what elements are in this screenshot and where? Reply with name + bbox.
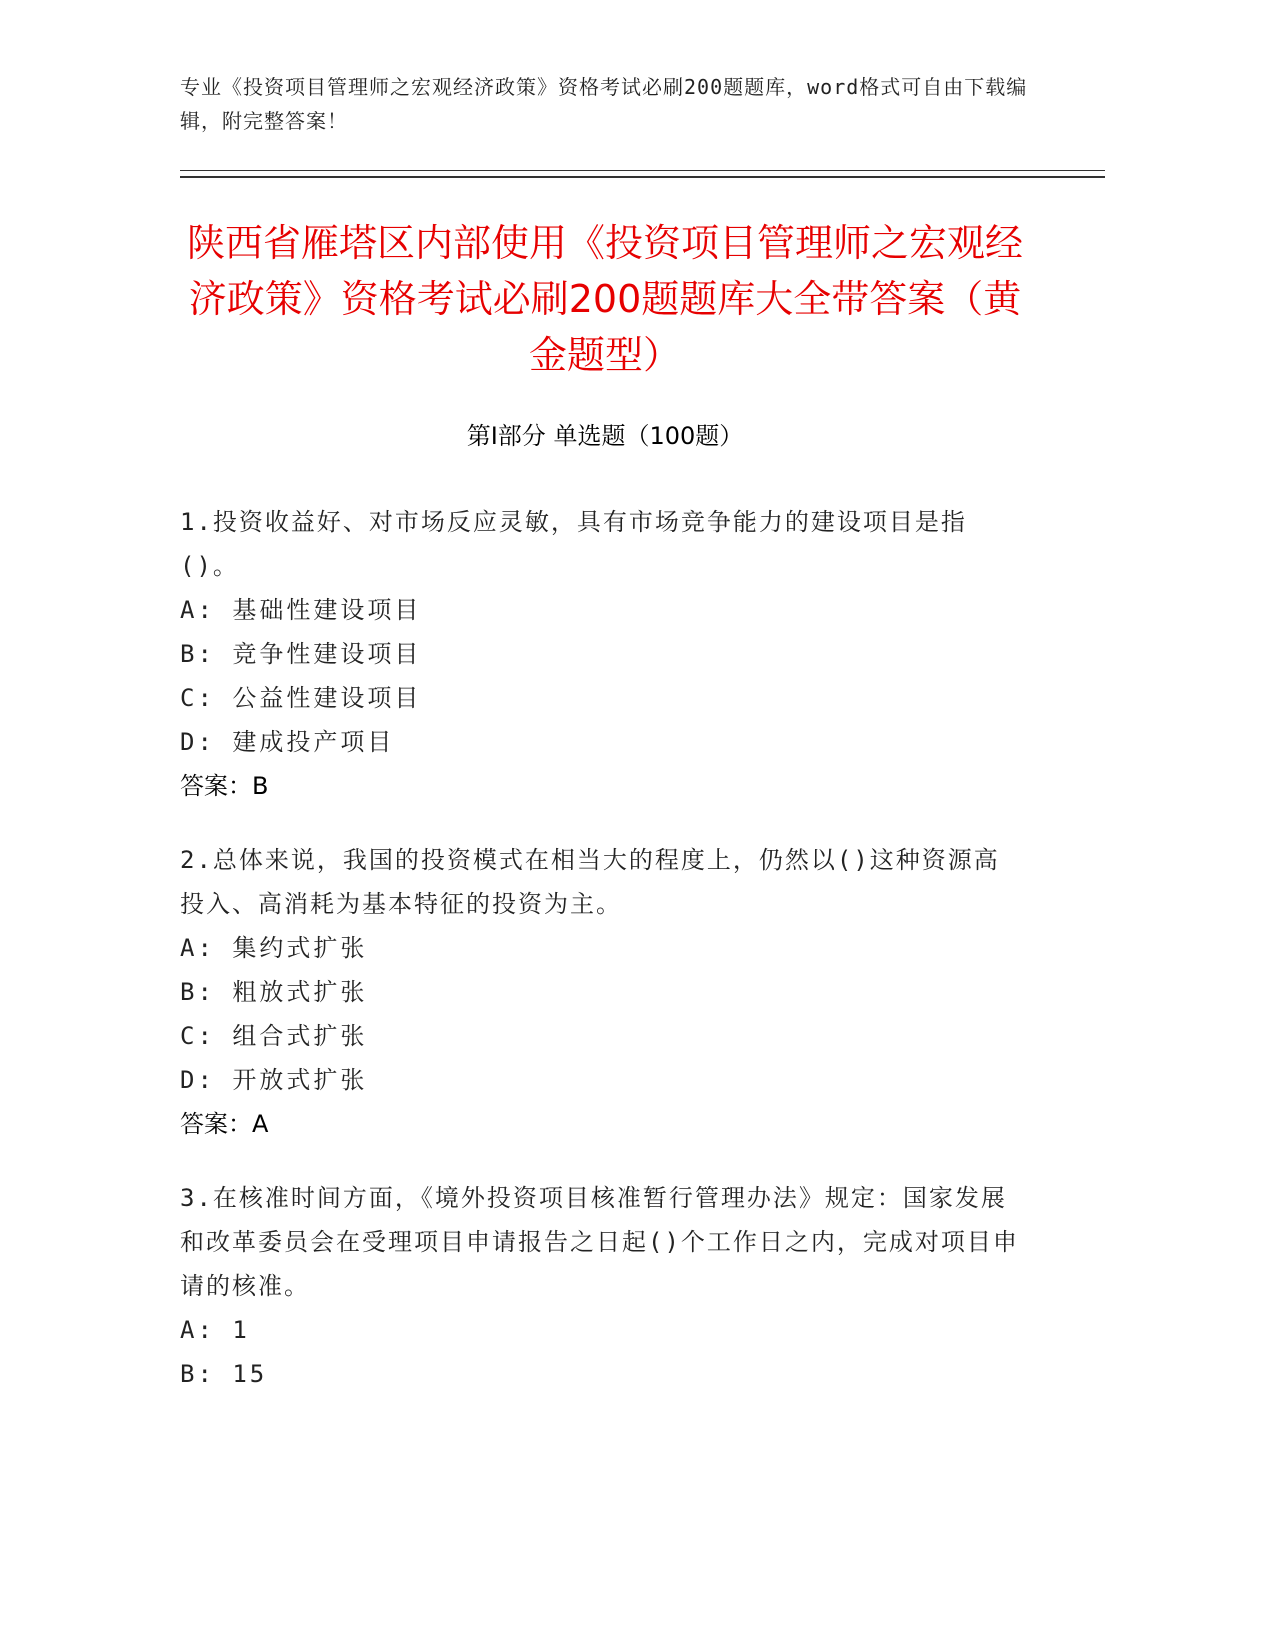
question-stem: 3.在核准时间方面，《境外投资项目核准暂行管理办法》规定：国家发展和改革委员会在受理项目申请报告之日起()个工作日之内，完成对项目申请的核准。 [180,1184,1019,1300]
question-1 [180,500,1020,808]
header-note: 专业《投资项目管理师之宏观经济政策》资格考试必刷200题题库，word格式可自由下载编辑，附完整答案！ [180,75,1028,133]
option-a: A: 基础性建设项目 [180,596,422,624]
option-d: D: 开放式扩张 [180,1066,368,1094]
question-stem: 2.总体来说，我国的投资模式在相当大的程度上，仍然以()这种资源高投入、高消耗为基本特征的投资为主。 [180,846,1000,918]
option-c: C: 公益性建设项目 [180,684,422,712]
section-heading: 第I部分 单选题（100题） [466,422,744,450]
option-a: A: 集约式扩张 [180,934,368,962]
document-title: 陕西省雁塔区内部使用《投资项目管理师之宏观经济政策》资格考试必刷200题题库大全带答案（黄金题型） [186,221,1023,377]
header-divider-thin [180,170,1105,171]
question-stem: 1.投资收益好、对市场反应灵敏，具有市场竞争能力的建设项目是指()。 [180,508,967,580]
header-divider-thick [180,176,1105,178]
answer-line: 答案：A [180,1110,269,1138]
answer-line: 答案：B [180,772,269,800]
option-a: A: 1 [180,1316,250,1344]
option-b: B: 粗放式扩张 [180,978,368,1006]
option-b: B: 15 [180,1360,268,1388]
question-3 [180,1176,1020,1396]
option-b: B: 竞争性建设项目 [180,640,422,668]
option-c: C: 组合式扩张 [180,1022,368,1050]
question-2 [180,838,1020,1146]
question-list [180,500,1020,1426]
option-d: D: 建成投产项目 [180,728,395,756]
